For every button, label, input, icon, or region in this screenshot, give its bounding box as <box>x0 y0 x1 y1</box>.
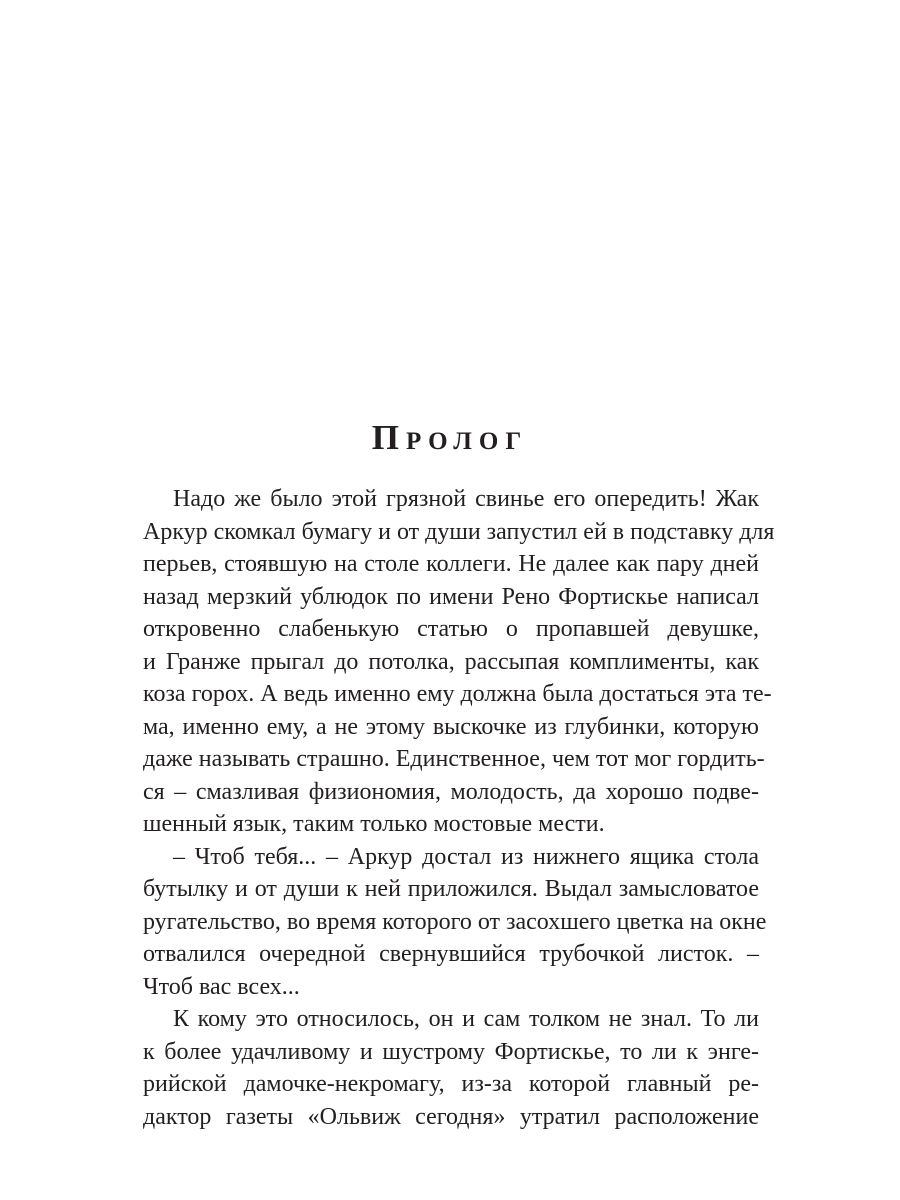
text-line: даже называть страшно. Единственное, чем тот мог гордить- <box>143 746 765 772</box>
text-line: отвалился очередной свернувшийся трубочкой листок. – <box>143 941 759 967</box>
chapter-title: Пролог <box>371 418 529 457</box>
text-line: бутылку и от души к ней приложился. Выдал замысловатое <box>143 876 759 902</box>
text-line: ругательство, во время которого от засохшего цветка на окне <box>143 908 767 935</box>
text-line: Чтоб вас всех... <box>143 973 300 1000</box>
chapter-body <box>143 483 775 1133</box>
text-line: и Гранже прыгал до потолка, рассыпая комплименты, как <box>143 648 759 675</box>
text-line: – Чтоб тебя... – Аркур достал из нижнего ящика стола <box>173 843 759 870</box>
text-line: перьев, стоявшую на столе коллеги. Не далее как пару дней <box>143 551 759 577</box>
text-line: к более удачливому и шустрому Фортискье, то ли к энге- <box>143 1038 759 1065</box>
text-line: ся – смазливая физиономия, молодость, да хорошо подве- <box>143 778 759 805</box>
text-line: дактор газеты «Ольвиж сегодня» утратил расположение <box>143 1103 759 1130</box>
text-line: Аркур скомкал бумагу и от души запустил ей в подставку для <box>143 518 775 545</box>
text-line: рийской дамочке-некромагу, из-за которой главный ре- <box>143 1071 759 1097</box>
text-line: коза горох. А ведь именно ему должна была достаться эта те- <box>143 681 772 707</box>
text-line: откровенно слабенькую статью о пропавшей девушке, <box>143 616 759 642</box>
text-line: К кому это относилось, он и сам толком не знал. То ли <box>173 1006 759 1032</box>
text-line: ма, именно ему, а не этому выскочке из глубинки, которую <box>143 713 759 740</box>
text-line: шенный язык, таким только мостовые мести. <box>143 811 605 837</box>
text-line: Надо же было этой грязной свинье его опередить! Жак <box>173 486 759 512</box>
text-line: назад мерзкий ублюдок по имени Рено Фортискье написал <box>143 583 759 610</box>
